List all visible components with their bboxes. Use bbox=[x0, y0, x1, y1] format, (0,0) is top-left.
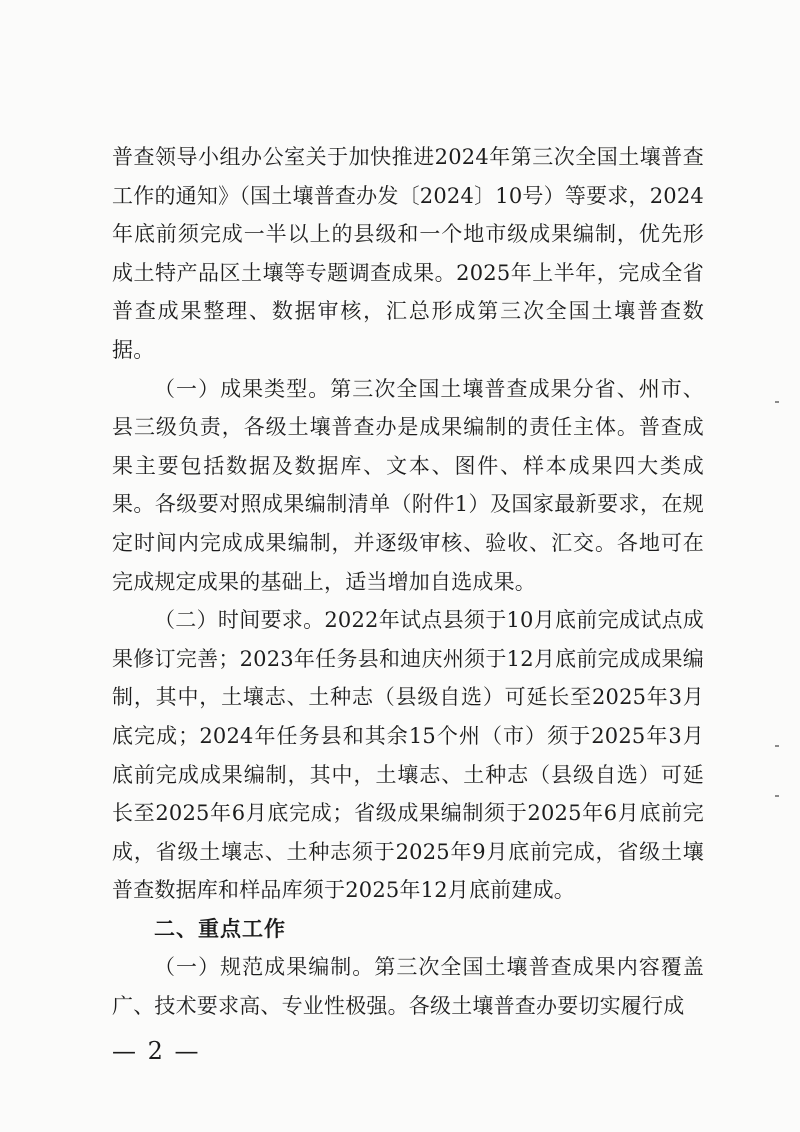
scan-margin-mark bbox=[775, 401, 779, 403]
paragraph-time-requirements: （二）时间要求。2022年试点县须于10月底前完成试点成果修订完善；2023年任务县和迪庆州须于12月底前完成成果编制，其中，土壤志、土种志（县级自选）可延长至2025年3月底完成；2024年任务县和其余15个州（市）须于2025年3月底前完成成果编制，其中，土壤志、土种志（县级自选）可延长至2025年6月底完成；省级成果编制须于2025年6月底前完成，省级土壤志、土种志须于2025年9月底前完成，省级土壤普查数据库和样品库须于2025年12月底前建成。 bbox=[112, 608, 704, 903]
page-number: — 2 — bbox=[112, 1037, 201, 1065]
paragraph-standardize-results: （一）规范成果编制。第三次全国土壤普查成果内容覆盖广、技术要求高、专业性极强。各级土壤普查办要切实履行成 bbox=[112, 955, 704, 1019]
paragraph-result-types: （一）成果类型。第三次全国土壤普查成果分省、州市、县三级负责，各级土壤普查办是成果编制的责任主体。普查成果主要包括数据及数据库、文本、图件、样本成果四大类成果。各级要对照成果编制清单（附件1）及国家最新要求，在规定时间内完成成果编制，并逐级审核、验收、汇交。各地可在完成规定成果的基础上，适当增加自选成果。 bbox=[112, 376, 704, 594]
scan-margin-mark bbox=[775, 745, 779, 747]
section-heading: 二、重点工作 bbox=[154, 916, 286, 941]
scan-margin-mark bbox=[775, 795, 779, 797]
paragraph-continuation: 普查领导小组办公室关于加快推进2024年第三次全国土壤普查工作的通知》（国土壤普查办发〔2024〕10号）等要求，2024年底前须完成一半以上的县级和一个地市级成果编制，优先形成土特产品区土壤等专题调查成果。2025年上半年，完成全省普查成果整理、数据审核，汇总形成第三次全国土壤普查数据。 bbox=[112, 145, 704, 362]
document-body bbox=[112, 138, 704, 1026]
